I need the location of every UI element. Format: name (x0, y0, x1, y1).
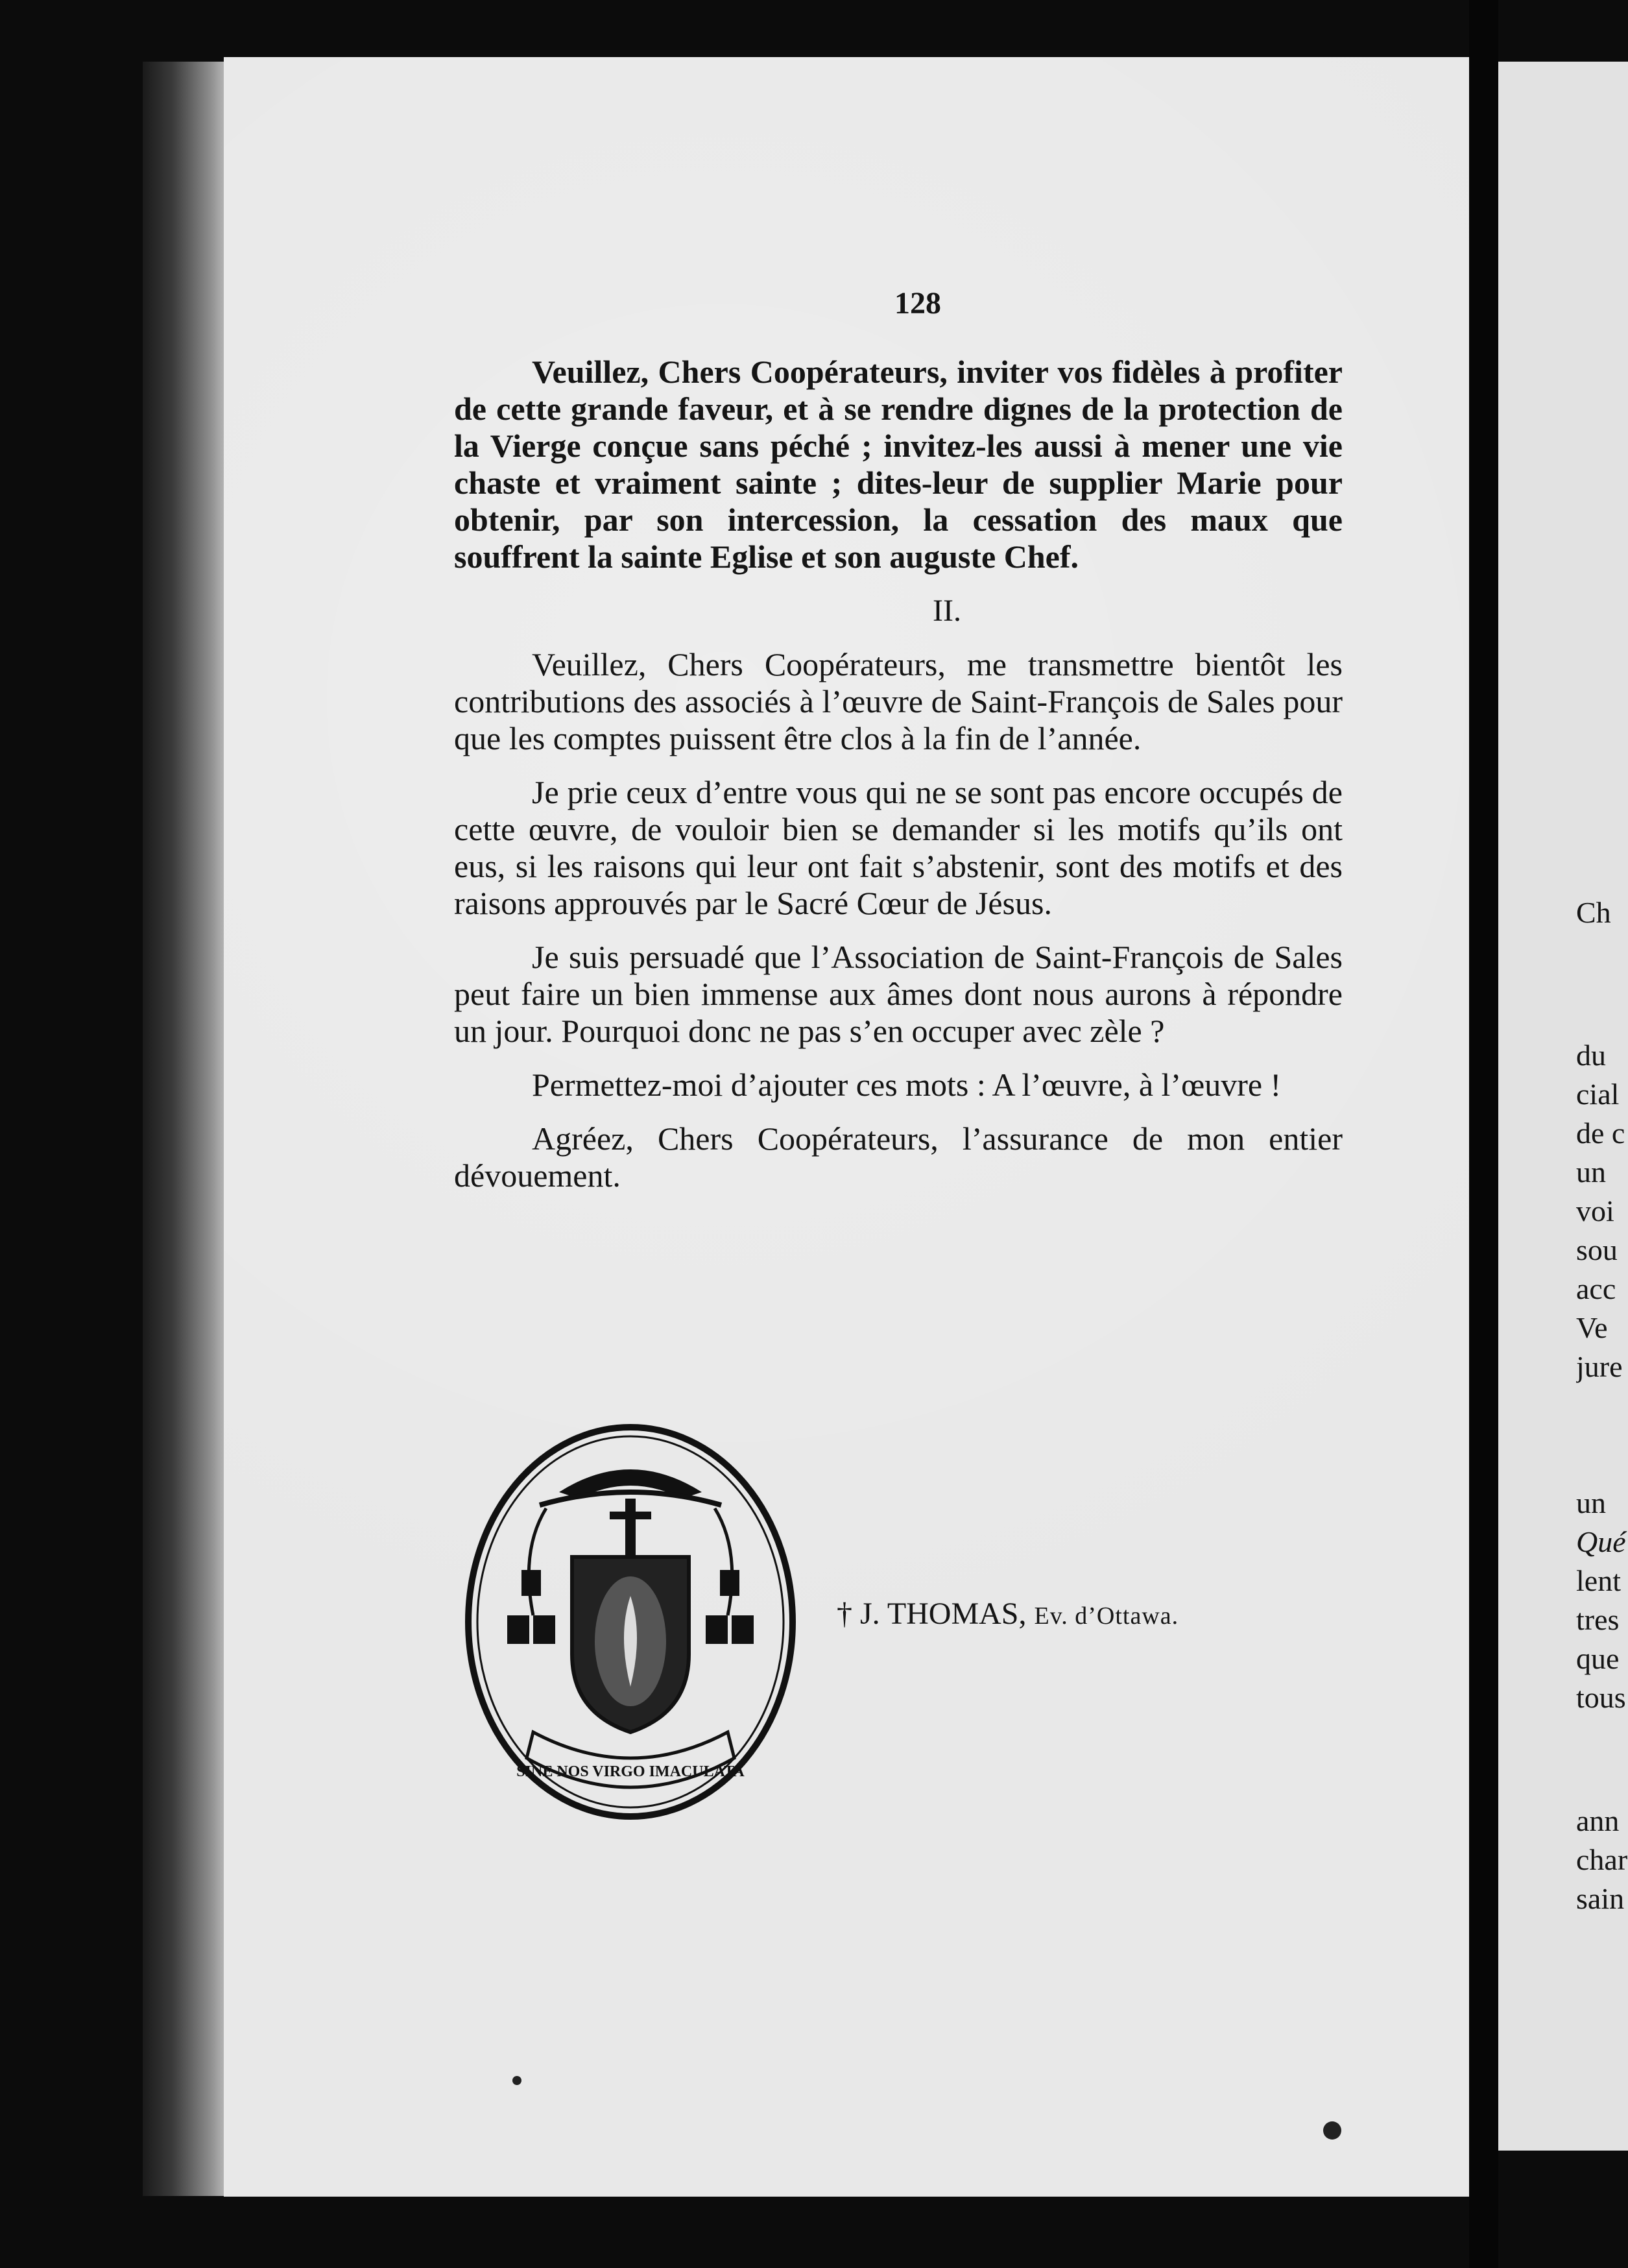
ink-speck (512, 2076, 521, 2085)
fragment: que (1576, 1642, 1620, 1675)
fragment: lent (1576, 1564, 1621, 1597)
fragment: un (1576, 1155, 1606, 1188)
fragment: sain (1576, 1882, 1625, 1915)
letter-body (454, 354, 1343, 1211)
fragment: tres (1576, 1603, 1620, 1636)
fragment: un (1576, 1486, 1606, 1519)
page-number: 128 (894, 286, 941, 320)
fragment: sou (1576, 1233, 1618, 1266)
book-spine-edge (143, 62, 227, 2196)
fragment: acc (1576, 1272, 1616, 1305)
fragment: cial (1576, 1078, 1620, 1111)
signature (837, 1596, 1343, 1632)
paragraph-5: Permettez-moi d’ajouter ces mots : A l’œuvre, à l’œuvre ! (532, 1067, 1282, 1103)
fragment: Qué (1576, 1525, 1626, 1558)
seal-motto: SINE NOS VIRGO IMACULATA (516, 1763, 745, 1780)
fragment: ann (1576, 1804, 1620, 1837)
fragment: jure (1576, 1350, 1623, 1383)
signature-name: † J. THOMAS, (837, 1597, 1027, 1631)
fragment: du (1576, 1039, 1606, 1072)
fragment: tous (1576, 1681, 1626, 1714)
fragment: char (1576, 1843, 1628, 1876)
signature-title: Ev. d’Ottawa. (1034, 1602, 1179, 1630)
ink-speck (1323, 2121, 1341, 2140)
paragraph-3: Je prie ceux d’entre vous qui ne se sont pas encore occupés de cette œuvre, de vouloir bien se demander si les motifs qu’ils ont eus, si les raisons qui leur ont fait s’abstenir, sont des motifs et des raisons approuvés par le Sacré Cœur de Jésus. (454, 774, 1343, 921)
episcopal-seal-icon (462, 1421, 799, 1823)
fragment: de c (1576, 1116, 1625, 1150)
paragraph-1: Veuillez, Chers Coopérateurs, inviter vos fidèles à profiter de cette grande faveur, et à se rendre dignes de la protection de la Vierge conçue sans péché ; invitez-les aussi à mener une vie chaste et vraiment sainte ; dites-leur de supplier Marie pour obtenir, par son intercession, la cessation des maux que souffrent la sainte Eglise et son auguste Chef. (454, 354, 1343, 575)
paragraph-4: Je suis persuadé que l’Association de Saint-François de Sales peut faire un bien immense aux âmes dont nous aurons à répondre un jour. Pourquoi donc ne pas s’en occuper avec zèle ? (454, 939, 1343, 1049)
fragment: Ve (1576, 1311, 1608, 1344)
page-gutter (1469, 0, 1498, 2268)
facing-page-fragments (1576, 0, 1628, 2268)
paragraph-6: Agréez, Chers Coopérateurs, l’assurance de mon entier dévouement. (454, 1120, 1343, 1194)
fragment: voi (1576, 1194, 1614, 1227)
fragment: Ch (1576, 896, 1611, 929)
paragraph-2: Veuillez, Chers Coopérateurs, me transmettre bientôt les contributions des associés à l’œuvre de Saint-François de Sales pour que les comptes puissent être clos à la fin de l’année. (454, 646, 1343, 756)
section-heading: II. (933, 594, 961, 628)
